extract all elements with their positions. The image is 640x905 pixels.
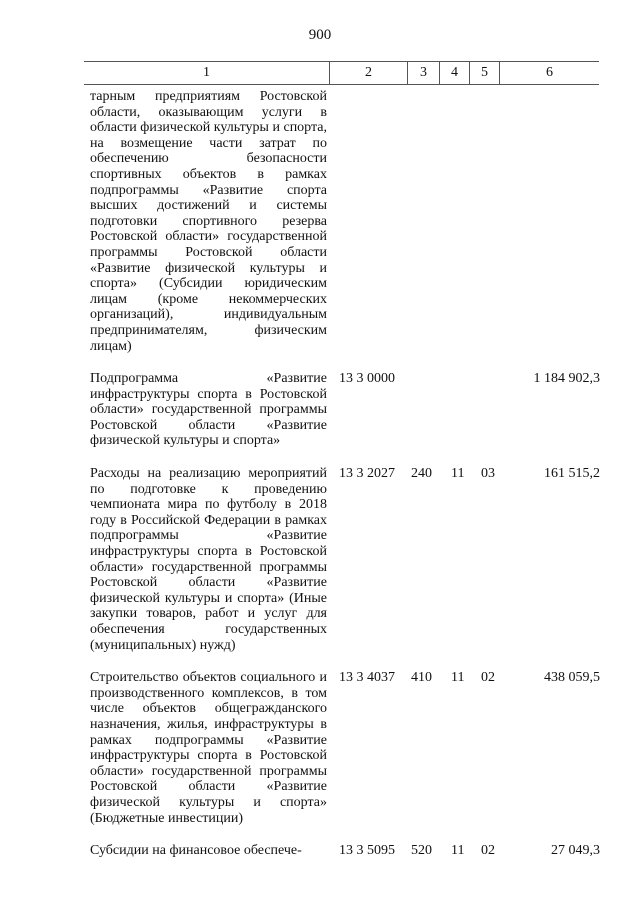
row-pr: 03: [481, 466, 495, 482]
row-description: Расходы на реализацию мероприятий по подготовке к проведению чемпионата мира по футболу в 2018 году в Российской Федерации в рамках подпрограммы «Развитие инфраструктуры спорта в Ростовской области» государственной программы Ростовской области «Развитие физической культуры и спорта» (Иные закупки товаров, работ и услуг для обеспечения государственных (муниципальных) нужд): [90, 466, 327, 653]
row-code: 13 3 2027: [339, 466, 395, 482]
header-col-4: 4: [439, 62, 469, 84]
row-sum: 161 515,2: [544, 466, 600, 482]
row-pr: 02: [481, 843, 495, 859]
row-pr: 02: [481, 670, 495, 686]
row-sum: 27 049,3: [551, 843, 600, 859]
header-col-6: 6: [499, 62, 599, 84]
table-row: [90, 89, 600, 354]
row-code: 13 3 4037: [339, 670, 395, 686]
header-col-5: 5: [469, 62, 499, 84]
header-col-1: 1: [203, 65, 210, 80]
row-vr: 520: [411, 843, 432, 859]
table-row: [90, 670, 600, 826]
row-description: Субсидии на финансовое обеспече-: [90, 843, 302, 859]
row-sum: 1 184 902,3: [533, 371, 600, 387]
table-row: [90, 843, 600, 859]
table-header: [84, 61, 599, 85]
table-body: [90, 89, 600, 876]
row-description: Подпрограмма «Развитие инфраструктуры спорта в Ростовской области» государственной программы Ростовской области «Развитие физической культуры и спорта»: [90, 371, 327, 449]
row-code: 13 3 0000: [339, 371, 395, 387]
row-rz: 11: [451, 843, 465, 859]
row-rz: 11: [451, 670, 465, 686]
row-rz: 11: [451, 466, 465, 482]
header-col-2: 2: [329, 62, 407, 84]
row-description: Строительство объектов социального и производственного комплексов, в том числе объектов общегражданского назначения, жилья, инфраструктуры в рамках подпрограммы «Развитие инфраструктуры спорта в Ростовской области» государственной программы Ростовской области «Развитие физической культуры и спорта» (Бюджетные инвестиции): [90, 670, 327, 826]
table-row: [90, 466, 600, 653]
row-sum: 438 059,5: [544, 670, 600, 686]
header-col-3: 3: [407, 62, 439, 84]
page-number: 900: [308, 27, 332, 43]
row-code: 13 3 5095: [339, 843, 395, 859]
row-description: тарным предприятиям Ростовской области, оказывающим услуги в области физической культуры и спорта, на возмещение части затрат по обеспечению безопасности спортивных объектов в рамках подпрограммы «Развитие спорта высших достижений и системы подготовки спортивного резерва Ростовской области» государственной программы Ростовской области «Развитие физической культуры и спорта» (Субсидии юридическим лицам (кроме некоммерческих организаций), индивидуальным предпринимателям, физическим лицам): [90, 89, 327, 354]
row-vr: 240: [411, 466, 432, 482]
row-vr: 410: [411, 670, 432, 686]
table-row: [90, 371, 600, 449]
